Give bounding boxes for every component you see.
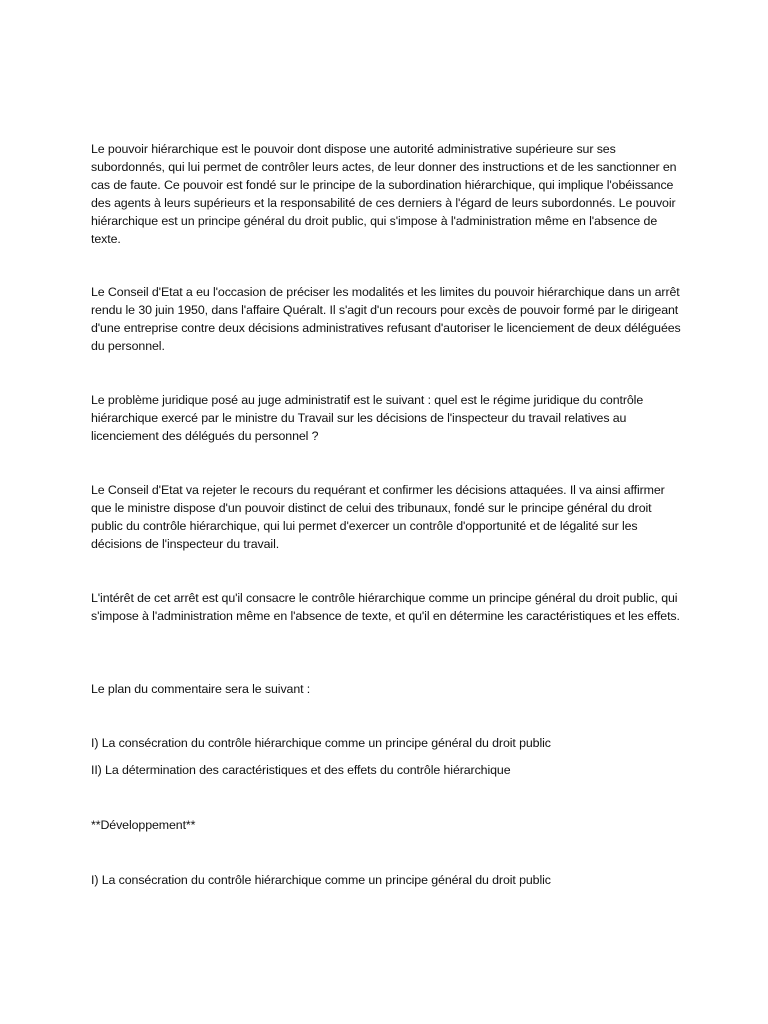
section-part-1-title: I) La consécration du contrôle hiérarchique comme un principe général du droit public bbox=[91, 873, 551, 887]
paragraph-5: L'intérêt de cet arrêt est qu'il consacre le contrôle hiérarchique comme un principe général du droit public, qui s'impose à l'administration même en l'absence de texte, et qu'il en détermine les caractéristiques et les effets. bbox=[91, 591, 680, 623]
plan-part-1: I) La consécration du contrôle hiérarchique comme un principe général du droit public bbox=[91, 736, 551, 750]
paragraph-1: Le pouvoir hiérarchique est le pouvoir dont dispose une autorité administrative supérieure sur ses subordonnés, qui lui permet de contrôler leurs actes, de leur donner des instructions et de les sanctionner en cas de faute. Ce pouvoir est fondé sur le principe de la subordination hiérarchique, qui implique l'obéissance des agents à leurs supérieurs et la responsabilité de ces derniers à l'égard de leurs subordonnés. Le pouvoir hiérarchique est un principe général du droit public, qui s'impose à l'administration même en l'absence de texte. bbox=[91, 142, 677, 246]
paragraph-2: Le Conseil d'Etat a eu l'occasion de préciser les modalités et les limites du pouvoir hiérarchique dans un arrêt rendu le 30 juin 1950, dans l'affaire Quéralt. Il s'agit d'un recours pour excès de pouvoir formé par le dirigeant d'une entreprise contre deux décisions administratives refusant d'autoriser le licenciement de deux déléguées du personnel. bbox=[91, 285, 681, 353]
plan-intro: Le plan du commentaire sera le suivant : bbox=[91, 682, 311, 696]
paragraph-4: Le Conseil d'Etat va rejeter le recours du requérant et confirmer les décisions attaquées. Il va ainsi affirmer que le ministre dispose d'un pouvoir distinct de celui des tribunaux, fondé sur le principe général du droit public du contrôle hiérarchique, qui lui permet d'exercer un contrôle d'opportunité et de légalité sur les décisions de l'inspecteur du travail. bbox=[91, 483, 665, 551]
plan-part-2: II) La détermination des caractéristiques et des effets du contrôle hiérarchique bbox=[91, 763, 511, 777]
paragraph-3: Le problème juridique posé au juge administratif est le suivant : quel est le régime juridique du contrôle hiérarchique exercé par le ministre du Travail sur les décisions de l'inspecteur du travail relatives au licenciement des délégués du personnel ? bbox=[91, 393, 644, 443]
section-heading-development: **Développement** bbox=[91, 818, 196, 832]
